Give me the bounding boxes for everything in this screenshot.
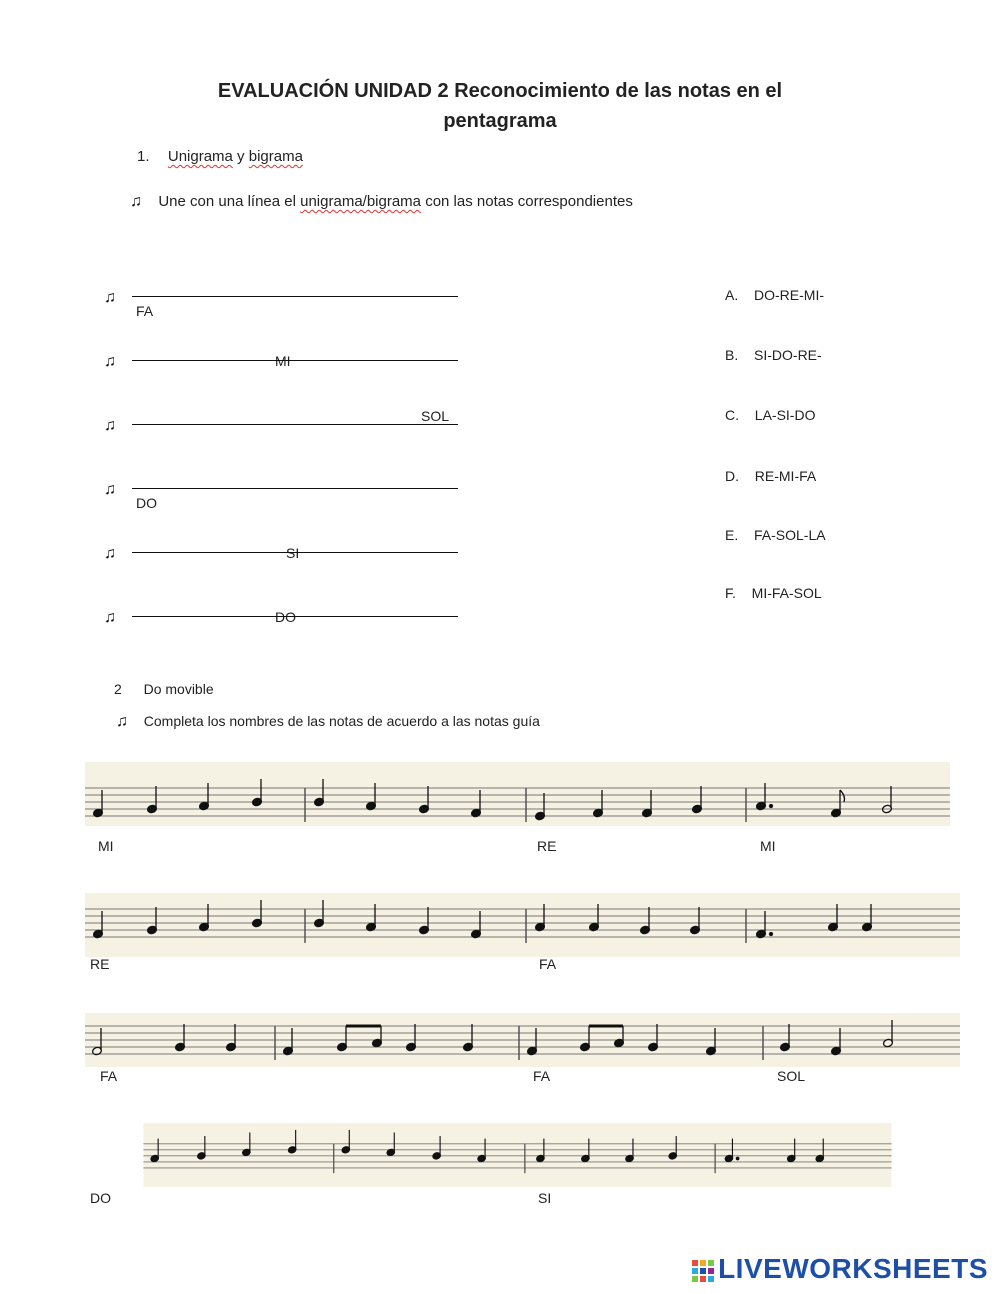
answer-line[interactable] bbox=[132, 488, 458, 489]
option-text: FA-SOL-LA bbox=[754, 527, 826, 543]
option-item[interactable] bbox=[725, 585, 822, 601]
staff-label: FA bbox=[100, 1068, 118, 1084]
music-note-icon: ♫ bbox=[116, 713, 128, 730]
option-letter: C. bbox=[725, 407, 739, 423]
answer-line[interactable] bbox=[132, 296, 458, 297]
line-label: SI bbox=[286, 545, 300, 561]
option-text: SI-DO-RE- bbox=[754, 347, 822, 363]
section1-heading bbox=[137, 148, 303, 165]
answer-line[interactable] bbox=[132, 360, 458, 361]
section1-title-unigrama: Unigrama bbox=[167, 148, 233, 165]
music-staff bbox=[85, 893, 960, 957]
instruction-text-1: Une con una línea el bbox=[158, 193, 301, 210]
instruction-text-2: con las notas correspondientes bbox=[421, 193, 633, 210]
section2-heading bbox=[114, 681, 214, 697]
staff-label: MI bbox=[98, 838, 114, 854]
music-staff bbox=[85, 1123, 950, 1187]
line-label: DO bbox=[136, 495, 157, 511]
music-note-icon: ♫ bbox=[104, 353, 116, 370]
liveworksheets-brand[interactable] bbox=[692, 1253, 988, 1285]
staff-label: FA bbox=[539, 956, 557, 972]
music-note-icon: ♫ bbox=[130, 193, 142, 210]
answer-line[interactable] bbox=[132, 616, 458, 617]
option-item[interactable] bbox=[725, 468, 816, 484]
option-item[interactable] bbox=[725, 347, 822, 363]
music-staff bbox=[85, 1008, 960, 1072]
section1-title-bigrama: bigrama bbox=[248, 148, 303, 165]
option-letter: F. bbox=[725, 585, 736, 601]
line-label: SOL bbox=[421, 408, 450, 424]
option-text: MI-FA-SOL bbox=[751, 585, 822, 601]
option-item[interactable] bbox=[725, 527, 826, 543]
music-note-icon: ♫ bbox=[104, 609, 116, 626]
music-note-icon: ♫ bbox=[104, 481, 116, 498]
section2-number: 2 bbox=[114, 681, 122, 697]
line-label: FA bbox=[136, 303, 154, 319]
option-letter: B. bbox=[725, 347, 739, 363]
liveworksheets-logo-icon bbox=[692, 1260, 714, 1282]
staff-label: MI bbox=[760, 838, 776, 854]
section1-number: 1. bbox=[137, 148, 150, 165]
option-letter: A. bbox=[725, 287, 739, 303]
option-text: RE-MI-FA bbox=[754, 468, 817, 484]
line-label: DO bbox=[275, 609, 296, 625]
staff-label: RE bbox=[537, 838, 557, 854]
staff-label: SI bbox=[538, 1190, 552, 1206]
section2-instruction bbox=[116, 713, 540, 731]
option-letter: E. bbox=[725, 527, 739, 543]
staff-label: FA bbox=[533, 1068, 551, 1084]
line-label: MI bbox=[275, 353, 291, 369]
music-staff bbox=[85, 762, 950, 826]
answer-line[interactable] bbox=[132, 552, 458, 553]
section1-instruction bbox=[130, 193, 633, 211]
music-note-icon: ♫ bbox=[104, 417, 116, 434]
answer-line[interactable] bbox=[132, 424, 458, 425]
music-note-icon: ♫ bbox=[104, 289, 116, 306]
option-text: LA-SI-DO bbox=[754, 407, 816, 423]
section2-title: Do movible bbox=[143, 681, 214, 697]
brand-name: LIVEWORKSHEETS bbox=[718, 1253, 988, 1284]
music-note-icon: ♫ bbox=[104, 545, 116, 562]
worksheet-title-line2: pentagrama bbox=[443, 110, 557, 132]
section1-title-y: y bbox=[232, 148, 249, 165]
staff-label: SOL bbox=[777, 1068, 806, 1084]
worksheet-title-line1: EVALUACIÓN UNIDAD 2 Reconocimiento de las notas en el bbox=[217, 80, 783, 102]
option-text: DO-RE-MI- bbox=[754, 287, 825, 303]
option-item[interactable] bbox=[725, 287, 824, 303]
section2-instruction-text: Completa los nombres de las notas de acuerdo a las notas guía bbox=[143, 713, 540, 729]
option-item[interactable] bbox=[725, 407, 815, 423]
staff-label: RE bbox=[90, 956, 110, 972]
option-letter: D. bbox=[725, 468, 739, 484]
instruction-text-wavy: unigrama/bigrama bbox=[300, 193, 422, 210]
staff-label: DO bbox=[90, 1190, 111, 1206]
